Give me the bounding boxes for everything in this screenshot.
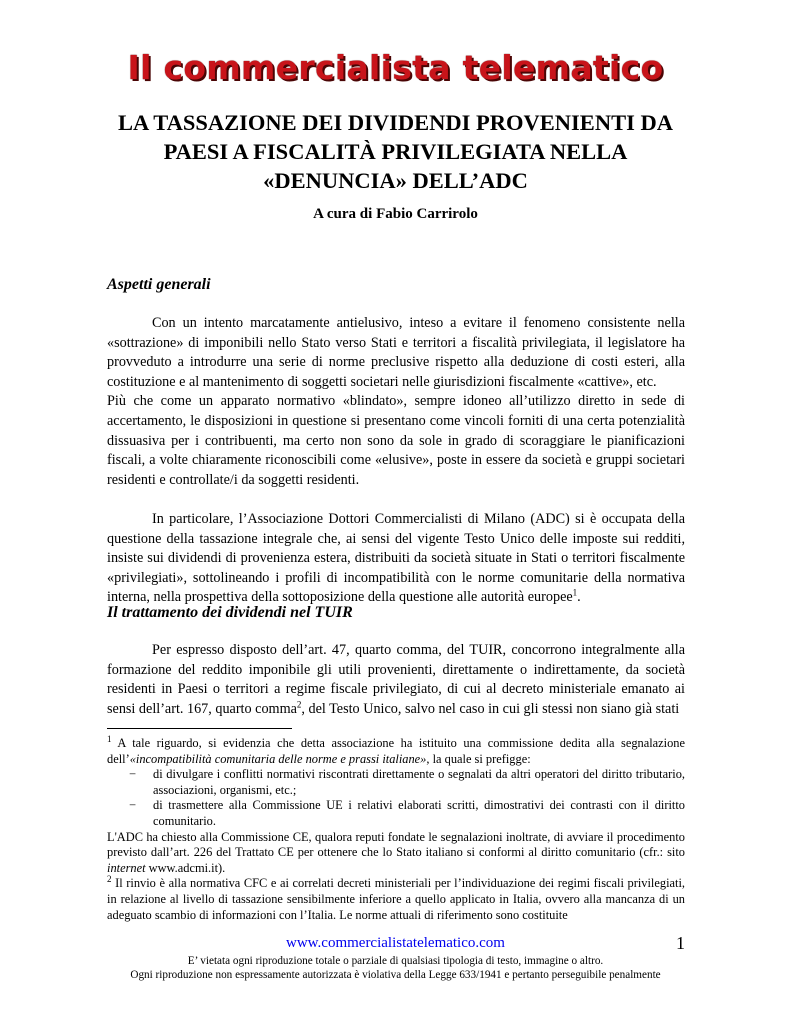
paragraph: Più che come un apparato normativo «blindato», sempre idoneo all’utilizzo diretto in sede di accertamento, le disposizioni in questione si presentano come vincoli forniti di una certa potenzialità dissuasiva per i contribuenti, ma certo non sono da sole in grado di scoraggiare le pianificazioni fiscali, a volte chiaramente riconoscibili come «elusive», poste in essere da società e gruppi societari residenti e controllate/i da soggetti residenti. bbox=[107, 393, 685, 488]
footnote-emphasis: internet bbox=[107, 860, 146, 875]
list-item-text: di trasmettere alla Commissione UE i relativi elaborati scritti, dimostrativi dei contrasti con il diritto comunitario. bbox=[153, 798, 685, 828]
footnote-text: L'ADC ha chiesto alla Commissione CE, qualora reputi fondate le segnalazioni inoltrate, di avviare il procedimento previsto dall’art. 226 del Trattato CE per ottenere che lo Stato italiano si conformi al diritto comunitario (cfr.: sito bbox=[107, 829, 685, 860]
dash-bullet: − bbox=[129, 767, 136, 782]
section-1-body bbox=[107, 314, 685, 608]
footnote-quote: «incompatibilità comunitaria delle norme e prassi italiane» bbox=[129, 751, 427, 766]
section-heading-aspetti-generali: Aspetti generali bbox=[107, 276, 211, 293]
title-line-1: LA TASSAZIONE DEI DIVIDENDI PROVENIENTI DA bbox=[118, 110, 673, 135]
copyright-notice-1: E’ vietata ogni riproduzione totale o parziale di qualsiasi tipologia di testo, immagine o altro. bbox=[187, 955, 604, 967]
footnote-list bbox=[107, 767, 685, 829]
website-link[interactable]: www.commercialistatelematico.com bbox=[286, 935, 505, 951]
footnote-1 bbox=[107, 733, 685, 767]
section-2-body bbox=[107, 641, 685, 719]
footnote-2 bbox=[107, 876, 685, 923]
footnote-text: A tale riguardo, si evidenzia che detta associazione ha istituito una commissione dedita alla segnalazione dell’ bbox=[107, 736, 685, 766]
list-item bbox=[107, 798, 685, 829]
paragraph: Con un intento marcatamente antielusivo, inteso a evitare il fenomeno consistente nella «sottrazione» di imponibili nello Stato verso Stati e territori a fiscalità privilegiata, il legislatore ha provveduto a introdurre una serie di norme preclusive rispetto alla deduzione di costi esteri, alla costituzione e al mantenimento di soggetti societari nelle giurisdizioni fiscalmente «cattive», etc. bbox=[107, 315, 685, 390]
footnote-text: Il rinvio è alla normativa CFC e ai correlati decreti ministeriali per l’individuazione dei regimi fiscali privilegiati, in relazione al livello di tassazione sensibilmente inferiore a quello applicato in Italia, ovvero alla mancanza di un adeguato scambio di informazioni con l’Italia. Le norme attuali di riferimento sono costituite bbox=[107, 876, 685, 922]
paragraph-text: , del Testo Unico, salvo nel caso in cui gli stessi non siano già stati bbox=[301, 700, 680, 717]
footnote-number: 1 bbox=[107, 733, 112, 744]
site-logo bbox=[0, 48, 791, 87]
list-item bbox=[107, 767, 685, 798]
footnote-text: , la quale si prefigge: bbox=[426, 751, 531, 766]
page-number: 1 bbox=[676, 933, 685, 953]
footnote-ref-1[interactable]: 1 bbox=[572, 587, 578, 598]
footnote-text: www.adcmi.it). bbox=[145, 860, 226, 875]
footnote-ref-2[interactable]: 2 bbox=[296, 699, 302, 710]
footnotes bbox=[107, 733, 685, 923]
section-heading-trattamento-dividendi: Il trattamento dei dividendi nel TUIR bbox=[107, 604, 353, 621]
logo-text: Il commercialista telematico bbox=[127, 48, 664, 87]
footnote-separator bbox=[107, 728, 292, 729]
dash-bullet: − bbox=[129, 798, 136, 813]
author-line: A cura di Fabio Carrirolo bbox=[313, 206, 478, 222]
paragraph bbox=[107, 510, 685, 608]
title-line-3: «DENUNCIA» DELL’ADC bbox=[263, 168, 528, 193]
list-item-text: di divulgare i conflitti normativi riscontrati direttamente o segnalati da altri operatori del diritto tributario, associazioni, organismi, etc.; bbox=[153, 767, 685, 797]
footnote-1-continued bbox=[107, 830, 685, 877]
document-title bbox=[100, 108, 691, 195]
paragraph-text: In particolare, l’Associazione Dottori Commercialisti di Milano (ADC) si è occupata della questione della tassazione integrale che, ai sensi del vigente Testo Unico delle imposte sui redditi, insiste sui dividendi di provenienza estera, distribuiti da società situate in Stati o territori fiscalmente «privilegiati», sottolineando i profili di incompatibilità con le norme comunitarie della normativa interna, nella prospettiva della sottoposizione della questione alle autorità europee bbox=[107, 510, 685, 606]
footnote-number: 2 bbox=[107, 874, 112, 885]
paragraph bbox=[107, 641, 685, 719]
paragraph-end: . bbox=[577, 589, 581, 606]
title-line-2: PAESI A FISCALITÀ PRIVILEGIATA NELLA bbox=[163, 139, 628, 164]
copyright-notice-2: Ogni riproduzione non espressamente autorizzata è violativa della Legge 633/1941 e pertanto perseguibile penalmente bbox=[130, 969, 661, 981]
paragraph-text: Per espresso disposto dell’art. 47, quarto comma, del TUIR, concorrono integralmente alla formazione del reddito imponibile gli utili provenienti, direttamente o indirettamente, da società residenti in Paesi o territori a regime fiscale privilegiato, di cui al decreto ministeriale emanato ai sensi dell’art. 167, quarto comma bbox=[107, 642, 685, 717]
